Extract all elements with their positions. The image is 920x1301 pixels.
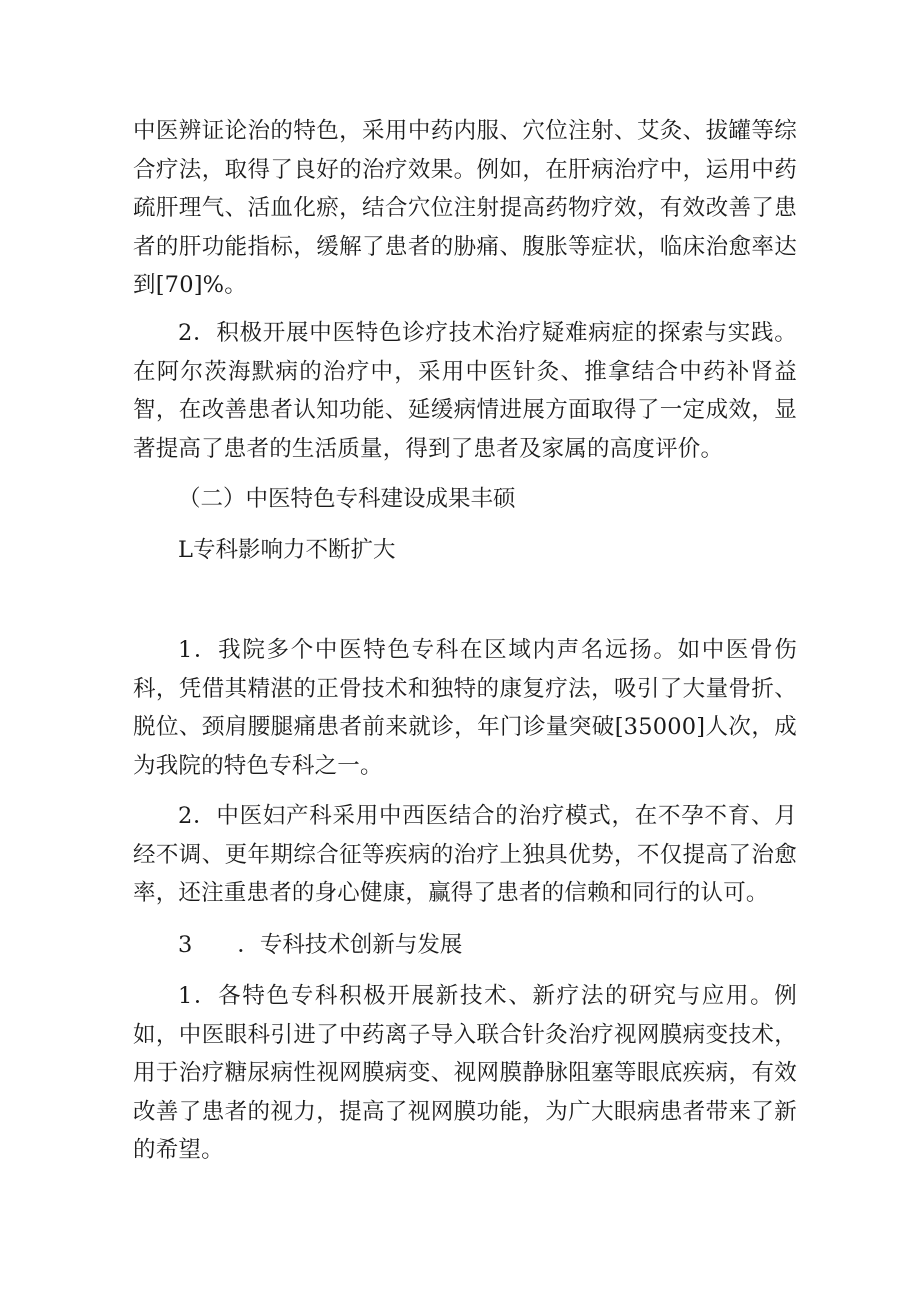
paragraph-gynecology: 2．中医妇产科采用中西医结合的治疗模式，在不孕不育、月经不调、更年期综合征等疾病的治疗上独具优势，不仅提高了治愈率，还注重患者的身心健康，赢得了患者的信赖和同行的认可。	[133, 803, 797, 906]
subsection-heading-innovation: 3 ．专科技术创新与发展	[178, 932, 463, 958]
section-heading-specialty-achievements: （二）中医特色专科建设成果丰硕	[178, 486, 516, 512]
paragraph-ophthalmology: 1．各特色专科积极开展新技术、新疗法的研究与应用。例如，中医眼科引进了中药离子导入联合针灸治疗视网膜病变技术，用于治疗糖尿病性视网膜病变、视网膜静脉阻塞等眼底疾病，有效改善了患者的视力，提高了视网膜功能，为广大眼病患者带来了新的希望。	[133, 983, 797, 1163]
subsection-heading-influence: L专科影响力不断扩大	[178, 537, 396, 563]
paragraph-liver-treatment: 中医辨证论治的特色，采用中药内服、穴位注射、艾灸、拔罐等综合疗法，取得了良好的治疗效果。例如，在肝病治疗中，运用中药疏肝理气、活血化瘀，结合穴位注射提高药物疗效，有效改善了患者的肝功能指标，缓解了患者的胁痛、腹胀等症状，临床治愈率达到[70]%。	[133, 118, 797, 298]
paragraph-orthopedics: 1．我院多个中医特色专科在区域内声名远扬。如中医骨伤科，凭借其精湛的正骨技术和独特的康复疗法，吸引了大量骨折、脱位、颈肩腰腿痛患者前来就诊，年门诊量突破[35000]人次，成为我院的特色专科之一。	[133, 637, 797, 779]
paragraph-alzheimers: 2．积极开展中医特色诊疗技术治疗疑难病症的探索与实践。在阿尔茨海默病的治疗中，采用中医针灸、推拿结合中药补肾益智，在改善患者认知功能、延缓病情进展方面取得了一定成效，显著提高了患者的生活质量，得到了患者及家属的高度评价。	[133, 320, 797, 462]
